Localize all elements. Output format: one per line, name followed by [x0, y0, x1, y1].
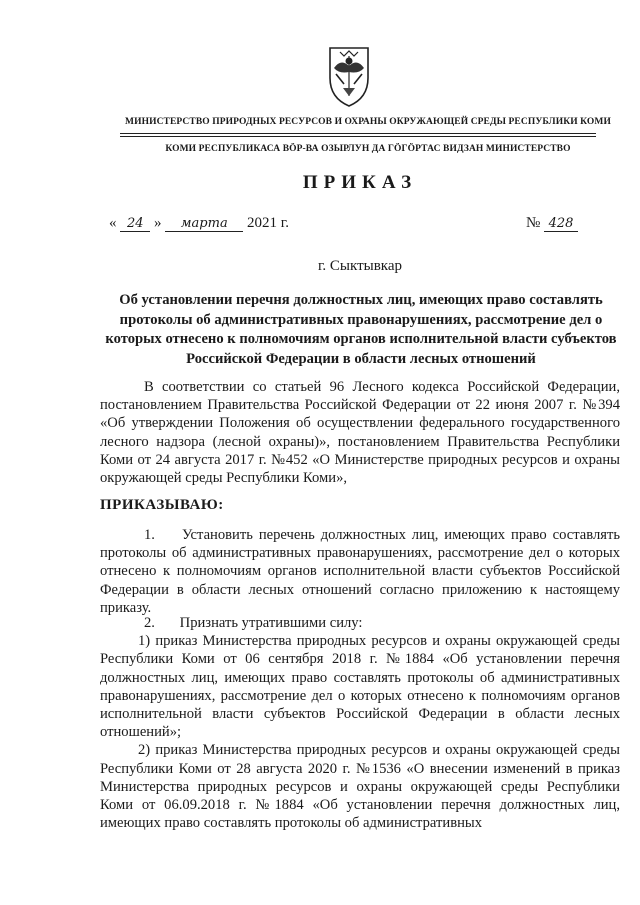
- order-item-1-text: Установить перечень должностных лиц, имеющих право составлять протоколы об административных правонарушениях, рассмотрение дел о которых отнесено к полномочиям органов исполнительной власти субъектов Российской Федерации в области лесных отношений согласно приложению к настоящему приказу.: [100, 527, 620, 616]
- header-divider-top: [120, 133, 596, 134]
- header-divider-bottom: [120, 136, 596, 137]
- ministry-name-komi: КОМИ РЕСПУБЛИКАСА ВÖР-ВА ОЗЫРЛУН ДА ГÖГÖРТАС ВИДЗАН МИНИСТЕРСТВО: [165, 144, 571, 154]
- order-item-2-number: 2.: [144, 615, 155, 631]
- date-close-quote: »: [154, 215, 162, 231]
- order-item-2-line: [100, 614, 620, 632]
- document-title: ПРИКАЗ: [302, 172, 418, 193]
- preamble-paragraph: В соответствии со статьей 96 Лесного кодекса Российской Федерации, постановлением Правительства Российской Федерации от 22 июня 2007 г. №394 «Об утверждении Положения об осуществлении федерального государственного лесного надзора (лесной охраны)», постановлением Правительства Республики Коми от 24 августа 2017 г. №452 «О Министерстве природных ресурсов и охраны окружающей среды Республики Коми»,: [100, 379, 620, 487]
- number-sign: №: [526, 215, 541, 231]
- order-subitem-1: 1) приказ Министерства природных ресурсов и охраны окружающей среды Республики Коми от 06 сентября 2018 г. №1884 «Об установлении перечня должностных лиц, имеющих право составлять протоколы об административных правонарушениях, рассмотрение дел о которых отнесено к полномочиям органов исполнительной власти субъектов Российской Федерации в области лесных отношений»;: [100, 633, 620, 741]
- date-day: 24: [120, 217, 150, 232]
- order-keyword: ПРИКАЗЫВАЮ:: [100, 497, 224, 513]
- order-item-2-text: Признать утратившими силу:: [179, 615, 363, 631]
- document-heading: Об установлении перечня должностных лиц, имеющих право составлять протоколы об административных правонарушениях, рассмотрение дел о которых отнесено к полномочиям органов исполнительной власти субъектов Российской Федерации в области лесных отношений: [105, 292, 617, 367]
- order-subitem-2: 2) приказ Министерства природных ресурсов и охраны окружающей среды Республики Коми от 28 августа 2020 г. №1536 «О внесении изменений в приказ Министерства природных ресурсов и охраны окружающей среды Республики Коми от 06.09.2018 г. №1884 «Об установлении перечня должностных лиц, имеющих право составлять протоколы об административных: [100, 742, 620, 832]
- order-item-2: [100, 614, 620, 832]
- komi-coat-of-arms-icon: [326, 44, 372, 108]
- order-item-1: [100, 526, 620, 617]
- date-open-quote: «: [109, 215, 117, 231]
- number-value: 428: [544, 217, 578, 232]
- document-date: [109, 215, 289, 232]
- order-item-1-number: 1.: [144, 527, 155, 543]
- date-year: 2021 г.: [247, 215, 289, 231]
- document-number: [526, 215, 578, 232]
- document-city: г. Сыктывкар: [317, 258, 403, 274]
- date-month: марта: [165, 217, 243, 232]
- ministry-name-russian: МИНИСТЕРСТВО ПРИРОДНЫХ РЕСУРСОВ И ОХРАНЫ ОКРУЖАЮЩЕЙ СРЕДЫ РЕСПУБЛИКИ КОМИ: [125, 117, 611, 127]
